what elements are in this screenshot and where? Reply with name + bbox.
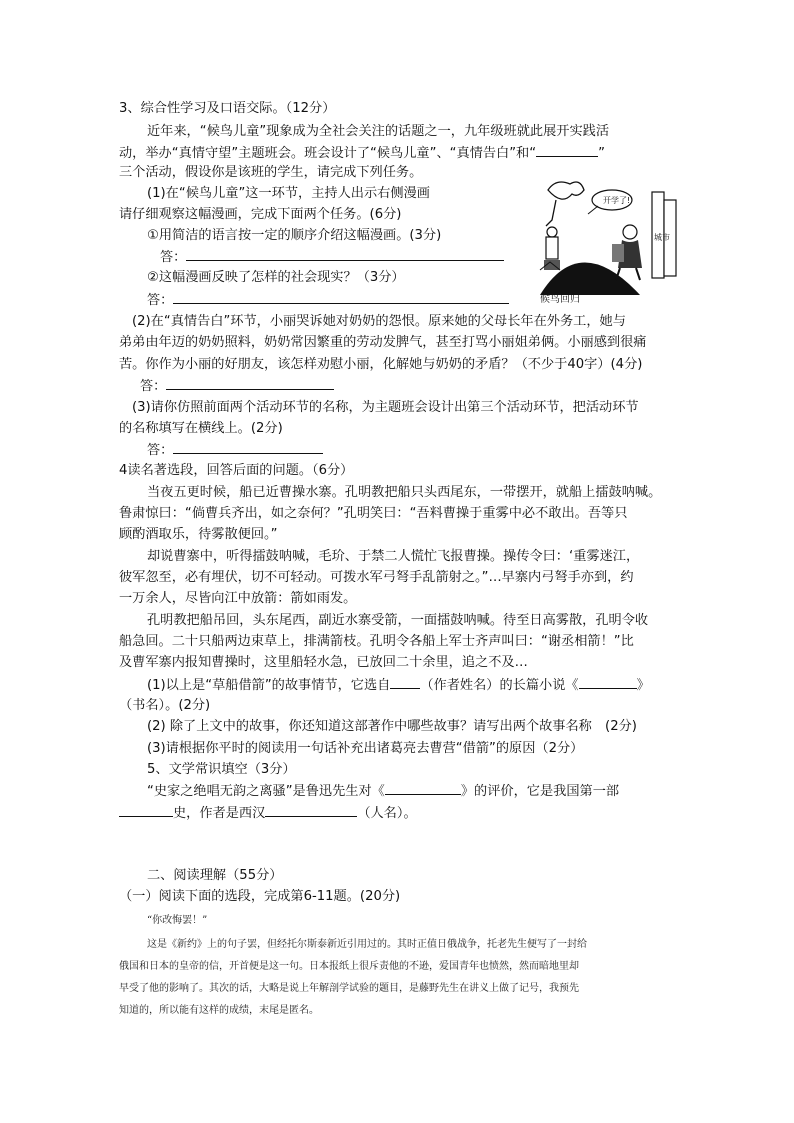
answer-label: 答： — [140, 379, 167, 394]
q4-text-line2: 鲁肃惊曰：“倘曹兵齐出，如之奈何？”孔明笑曰：“吾料曹操于重雾中必不敢出。吾等只 — [119, 506, 628, 521]
q4-text-line7: 孔明教把船吊回，头东尾西，副近水寨受箭，一面擂鼓呐喊。待至日高雾散，孔明令收 — [147, 613, 649, 628]
reading-quote: “你改悔罢！” — [147, 915, 208, 926]
answer-label: 答： — [147, 443, 174, 458]
history-type-blank[interactable] — [119, 804, 173, 817]
reading-line2: 俄国和日本的皇帝的信，开首便是这一句。日本报纸上很斥责他的不逊，爱国青年也愤然，然而暗地里却 — [119, 961, 579, 972]
q3-part2-answer — [140, 377, 334, 396]
q5-title: 5、文学常识填空（3分） — [147, 762, 296, 777]
q5-line2: 史，作者是西汉 （人名）。 — [119, 804, 417, 823]
q4-text-line5: 彼军忽至，必有埋伏，切不可轻动。可拨水军弓弩手乱箭射之。”…早寨内弓弩手亦到，约 — [119, 570, 634, 585]
q3-part1-answer2 — [147, 291, 509, 310]
q3-intro-line1: 近年来，“候鸟儿童”现象成为全社会关注的话题之一，九年级班就此展开实践活 — [147, 124, 610, 139]
q4-text-line9: 及曹军寨内报知曹操时，这里船轻水急，已放回二十余里，追之不及… — [119, 655, 528, 670]
q5-line1: “史家之绝唱无韵之离骚”是鲁迅先生对《 》的评价，它是我国第一部 — [147, 784, 620, 799]
cartoon-caption: 候鸟回归 — [540, 294, 580, 305]
q4-sub2: (2) 除了上文中的故事，你还知道这部著作中哪些故事？请写出两个故事名称 (2分) — [147, 719, 637, 734]
q4-text-line3: 顾酌酒取乐，待雾散便回。” — [119, 527, 278, 542]
cartoon-speech-bubble: 开学了! — [603, 196, 631, 205]
reading-line3: 早受了他的影响了。其次的话，大略是说上年解剖学试验的题目，是藤野先生在讲义上做了记号，我预先 — [119, 983, 579, 994]
q4-sub1-line2: （书名）。(2分) — [119, 698, 211, 713]
answer-blank[interactable] — [166, 377, 334, 390]
q4-text-line6: 一万余人，尽皆向江中放箭：箭如雨发。 — [119, 591, 357, 606]
q3-part2-line1: (2)在“真情告白”环节，小丽哭诉她对奶奶的怨恨。原来她的父母长年在外务工，她与 — [132, 314, 626, 329]
q4-text-line1: 当夜五更时候，船已近曹操水寨。孔明教把船只头西尾东，一带摆开，就船上擂鼓呐喊。 — [147, 485, 662, 500]
book-title-blank[interactable] — [385, 782, 461, 795]
q4-sub3: (3)请根据你平时的阅读用一句话补充出诸葛亮去曹营“借箭”的原因（2分） — [147, 741, 584, 756]
part2-subtitle: （一）阅读下面的选段，完成第6-11题。(20分) — [119, 889, 401, 904]
migratory-children-cartoon — [530, 170, 680, 308]
q3-part3-line1: (3)请你仿照前面两个活动环节的名称，为主题班会设计出第三个活动环节，把活动环节 — [132, 400, 639, 415]
q4-sub1-line1: (1)以上是“草船借箭”的故事情节，它选自 （作者姓名）的长篇小说《 》 — [147, 678, 650, 693]
q3-intro-line2: 动，举办“真情守望”主题班会。班会设计了“候鸟儿童”、“真情告白”和“ ” — [119, 146, 605, 161]
q3-part3-line2: 的名称填写在横线上。(2分) — [119, 421, 283, 436]
reading-line4: 知道的，所以能有这样的成绩，末尾是匿名。 — [119, 1005, 319, 1016]
q3-intro-line3: 三个活动，假设你是该班的学生，请完成下列任务。 — [119, 165, 423, 180]
author-name-blank[interactable] — [265, 804, 357, 817]
author-blank[interactable] — [390, 676, 420, 689]
q3-part1-answer1 — [160, 248, 504, 267]
q4-text-line8: 船急回。二十只船两边束草上，排满箭枝。孔明令各船上军士齐声叫曰：“谢丞相箭！”比 — [119, 634, 634, 649]
part2-title: 二、阅读理解（55分） — [147, 868, 283, 883]
q3-part1-line1: (1)在“候鸟儿童”这一环节，主持人出示右侧漫画 — [147, 186, 430, 201]
q3-part1-task1: ①用简洁的语言按一定的顺序介绍这幅漫画。(3分) — [147, 228, 442, 243]
q3-part1-task2: ②这幅漫画反映了怎样的社会现实？（3分） — [147, 270, 405, 285]
activity-name-blank[interactable] — [536, 144, 598, 157]
q4-title: 4读名著选段，回答后面的问题。（6分） — [119, 463, 354, 478]
answer-blank[interactable] — [173, 291, 509, 304]
q3-part1-line2: 请仔细观察这幅漫画，完成下面两个任务。(6分) — [119, 207, 402, 222]
q3-part2-line2: 弟弟由年迈的奶奶照料，奶奶常因繁重的劳动发脾气，甚至打骂小丽姐弟俩。小丽感到很痛 — [119, 335, 647, 350]
answer-blank[interactable] — [186, 248, 504, 261]
cartoon-building-label: 城市 — [654, 233, 670, 242]
q3-part3-answer — [147, 441, 323, 460]
reading-line1: 这是《新约》上的句子罢，但经托尔斯泰新近引用过的。其时正值日俄战争，托老先生便写了一封给 — [147, 939, 587, 950]
q3-part2-line3: 苦。你作为小丽的好朋友，该怎样劝慰小丽，化解她与奶奶的矛盾？（不少于40字）(4分) — [119, 357, 643, 372]
answer-blank[interactable] — [173, 441, 323, 454]
answer-label: 答： — [160, 250, 187, 265]
q4-text-line4: 却说曹寨中，听得擂鼓呐喊，毛玠、于禁二人慌忙飞报曹操。操传令曰：‘重雾迷江， — [147, 549, 640, 564]
answer-label: 答： — [147, 293, 174, 308]
q3-title: 3、综合性学习及口语交际。（12分） — [119, 101, 336, 116]
book-title-blank[interactable] — [579, 676, 637, 689]
